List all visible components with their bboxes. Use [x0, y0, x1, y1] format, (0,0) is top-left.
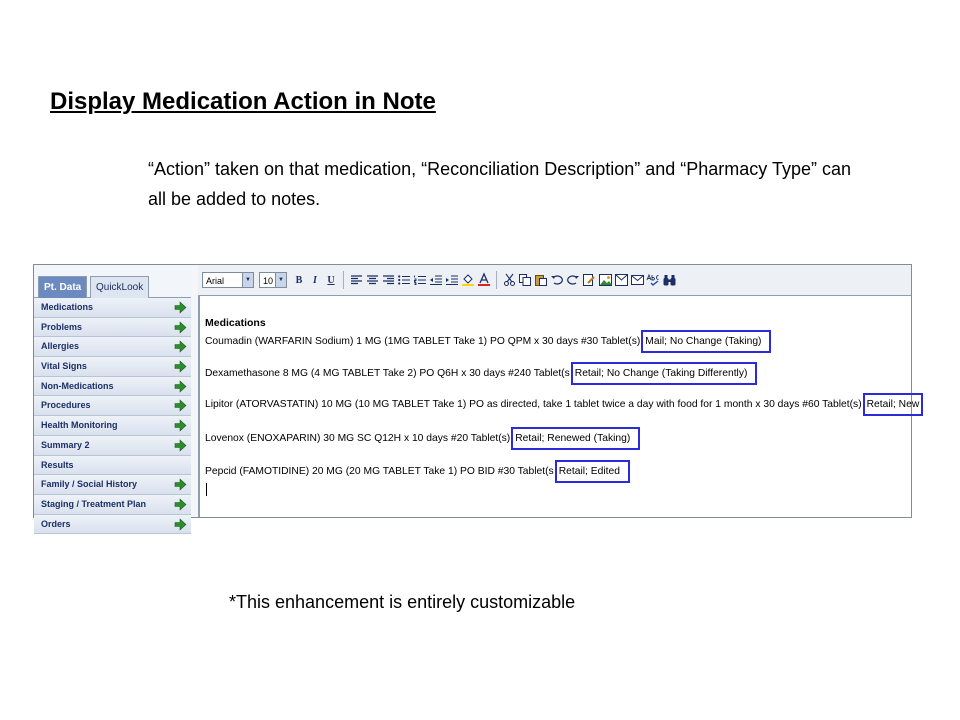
bullet-list-icon[interactable] — [397, 272, 411, 288]
arrow-right-icon — [175, 400, 186, 411]
toolbar-divider — [343, 271, 344, 289]
med-line-dexamethasone — [205, 362, 757, 385]
med-action-box: Mail; No Change (Taking) — [641, 330, 771, 353]
sidebar-item-label: Health Monitoring — [41, 420, 118, 431]
med-action-box: Retail; Renewed (Taking) — [511, 427, 640, 450]
med-line-lovenox — [205, 427, 640, 450]
find-binoculars-icon[interactable] — [662, 272, 676, 288]
sidebar-item-medications[interactable] — [34, 298, 191, 318]
med-text: Dexamethasone 8 MG (4 MG TABLET Take 2) PO Q6H x 30 days #240 Tablet(s — [205, 368, 570, 379]
arrow-right-icon — [175, 302, 186, 313]
sidebar-item-family-social-history[interactable] — [34, 475, 191, 495]
sidebar-item-summary-2[interactable] — [34, 436, 191, 456]
ehr-note-window — [33, 264, 920, 529]
align-center-icon[interactable] — [365, 272, 379, 288]
copy-icon[interactable] — [518, 272, 532, 288]
sidebar-item-label: Medications — [41, 302, 94, 312]
sidebar-item-label: Procedures — [41, 400, 91, 411]
sidebar-item-vital-signs[interactable] — [34, 357, 191, 377]
font-size-select[interactable] — [259, 272, 287, 288]
bold-button[interactable]: B — [295, 274, 303, 286]
med-text: Coumadin (WARFARIN Sodium) 1 MG (1MG TABLET Take 1) PO QPM x 30 days #30 Tablet(s) — [205, 336, 641, 347]
chevron-down-icon: ▼ — [242, 273, 253, 287]
med-action-box: Retail; Edited — [555, 460, 630, 483]
med-text: Lovenox (ENOXAPARIN) 30 MG SC Q12H x 10 days #20 Tablet(s) — [205, 433, 511, 444]
font-size-value: 10 — [263, 276, 274, 286]
sidebar-item-allergies[interactable] — [34, 337, 191, 357]
sidebar-item-procedures[interactable] — [34, 396, 191, 416]
outdent-icon[interactable] — [429, 272, 443, 288]
editor-toolbar — [198, 265, 911, 296]
sidebar — [34, 265, 192, 529]
sidebar-item-label: Results — [41, 459, 74, 470]
sidebar-tabs — [34, 265, 191, 298]
sidebar-item-label: Vital Signs — [41, 361, 87, 372]
numbered-list-icon[interactable] — [413, 272, 427, 288]
sidebar-item-problems[interactable] — [34, 318, 191, 338]
sidebar-item-results[interactable] — [34, 456, 191, 476]
underline-button[interactable]: U — [327, 274, 335, 286]
undo-icon[interactable] — [550, 272, 564, 288]
cut-icon[interactable] — [502, 272, 516, 288]
sidebar-item-label: Problems — [41, 321, 83, 332]
med-text: Lipitor (ATORVASTATIN) 10 MG (10 MG TABLET Take 1) PO as directed, take 1 tablet twice a day with food for 1 month x 30 days #60 Tablet(s) — [205, 399, 862, 410]
spell-check-icon[interactable] — [646, 272, 660, 288]
sidebar-list — [34, 298, 191, 534]
sidebar-item-label: Family / Social History — [41, 479, 138, 490]
med-action-box: Retail; No Change (Taking Differently) — [571, 362, 758, 385]
note-section-heading: Medications — [205, 317, 266, 329]
med-line-coumadin — [205, 330, 771, 353]
arrow-right-icon — [175, 499, 186, 510]
med-text: Pepcid (FAMOTIDINE) 20 MG (20 MG TABLET Take 1) PO BID #30 Tablet(s — [205, 466, 554, 477]
font-color-icon[interactable] — [477, 272, 491, 288]
align-left-icon[interactable] — [349, 272, 363, 288]
tab-quicklook[interactable]: QuickLook — [90, 276, 149, 298]
insert-image-icon[interactable] — [598, 272, 612, 288]
sidebar-item-label: Staging / Treatment Plan — [41, 498, 147, 509]
paste-icon[interactable] — [534, 272, 548, 288]
arrow-right-icon — [175, 519, 186, 530]
slide-title: Display Medication Action in Note — [50, 88, 436, 115]
sidebar-item-orders[interactable] — [34, 515, 191, 535]
edit-note-icon[interactable] — [582, 272, 596, 288]
med-action-box: Retail; New — [863, 393, 924, 416]
sidebar-item-label: Summary 2 — [41, 439, 90, 450]
sidebar-item-non-medications[interactable] — [34, 377, 191, 397]
arrow-right-icon — [175, 420, 186, 431]
align-right-icon[interactable] — [381, 272, 395, 288]
text-cursor — [206, 483, 207, 496]
font-family-select[interactable] — [202, 272, 254, 288]
mail-icon[interactable] — [630, 272, 644, 288]
tab-pt-data[interactable]: Pt. Data — [38, 276, 87, 298]
arrow-right-icon — [175, 361, 186, 372]
toolbar-divider — [496, 271, 497, 289]
med-line-pepcid — [205, 460, 630, 483]
insert-object-icon[interactable] — [614, 272, 628, 288]
sidebar-item-staging-treatment-plan[interactable] — [34, 495, 191, 515]
fill-color-icon[interactable] — [461, 272, 475, 288]
note-editor[interactable] — [198, 296, 920, 517]
arrow-right-icon — [175, 479, 186, 490]
chevron-down-icon: ▼ — [275, 273, 286, 287]
slide-footnote: *This enhancement is entirely customizable — [229, 592, 576, 612]
redo-icon[interactable] — [566, 272, 580, 288]
sidebar-item-label: Allergies — [41, 341, 80, 352]
sidebar-item-label: Orders — [41, 518, 71, 529]
sidebar-item-health-monitoring[interactable] — [34, 416, 191, 436]
font-family-value: Arial — [206, 276, 225, 286]
sidebar-item-label: Non-Medications — [41, 380, 114, 391]
arrow-right-icon — [175, 381, 186, 392]
slide-description: “Action” taken on that medication, “Reconciliation Description” and “Pharmacy Type” can all be added to notes. — [148, 159, 852, 209]
arrow-right-icon — [175, 341, 186, 352]
arrow-right-icon — [175, 440, 186, 451]
arrow-right-icon — [175, 322, 186, 333]
indent-icon[interactable] — [445, 272, 459, 288]
med-line-lipitor — [205, 393, 923, 416]
italic-button[interactable]: I — [313, 274, 317, 286]
